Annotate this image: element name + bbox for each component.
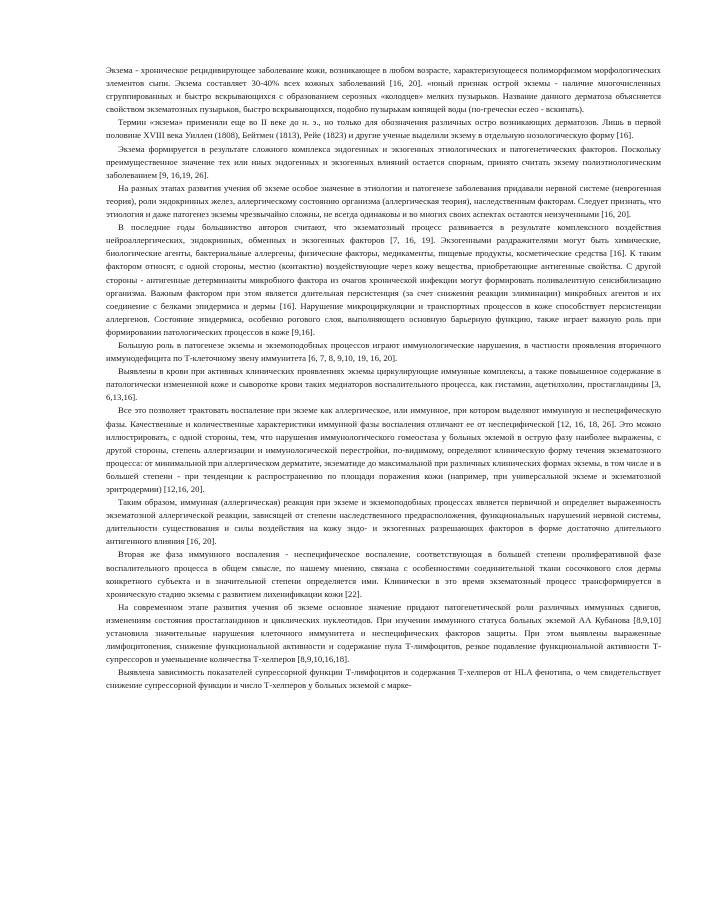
document-page <box>106 64 661 693</box>
paragraph-theories: На разных этапах развития учения об экземе особое значение в этиологии и патогенезе заболевания придавали нервной системе (неврогенная теория), роли эндокринных желез, аллергическому состоянию организма (аллергическая теория), наследственным факторам. Следует признать, что этиология и даже патогенез экземы чрезвычайно сложны, не всегда одинаковы и во многих своих аспектах остаются неизученными [16, 20]. <box>106 182 661 220</box>
paragraph-complex-impact: В последние годы большинство авторов считают, что экзематозный процесс развивается в результате комплексного воздействия нейроаллергических, эндокринных, обменных и экзогенных факторов [7, 16, 19]. Экзогенными раздражителями могут быть химические, биологические агенты, бактериальные аллергены, физические факторы, медикаменты, пищевые продукты, косметические средства [16]. К таким фактором относят, с одной стороны, местно (контактно) воздействующие через кожу вещества, приобретающие антигенные свойства. С другой стороны - антигенные детерминанты микробного фактора из очагов хронической инфекции могут формировать поливалентную сенсибилизацию организма. Важным фактором при этом является длительная персистенция (за счет снижения реакции элиминации) микробных агентов и их соединение с белками эпидермиса и дермы [16]. Нарушение микроциркуляции и транспортных процессов в коже способствует персистенции аллергенов. Состояние эпидермиса, особенно рогового слоя, выполняющего основную барьерную функцию, также играет важную роль при формировании патологических процессов в коже [9,16]. <box>106 222 661 337</box>
paragraph-allergic-inflammation: Все это позволяет трактовать воспаление при экземе как аллергическое, или иммунное, при котором выделяют иммунную и неспецифическую фазы. Качественные и количественные характеристики иммунной фазы воспаления отличают ее от неспецифической [12, 16, 18, 26]. Это можно иллюстрировать, с одной стороны, тем, что нарушения иммунологического гомеостаза у больных экземой в острую фазу наиболее выражены, с другой стороны, степень аллергизации и иммунологической перестройки, по-видимому, определяют клиническую форму течения экзематозного процесса: от минимальной при аллергическом дерматите, экзематиде до максимальной при различных клинических формах экземы, в том числе и в большей степени - при тенденции к распространению по площади поражения кожи (например, при универсальной экземе и экзематозной эритродермии) [12,16, 20]. <box>106 405 661 494</box>
paragraph-immune-reaction: Таким образом, иммунная (аллергическая) реакция при экземе и экземоподобных процессах является первичной и определяет выраженность экзематозной аллергической реакции, зависящей от степени наследственного предрасположения, функциональных нарушений нервной системы, длительности существования и силы воздействия на кожу эндо- и экзогенных разрешающих факторов в форме достаточно длительного антигенного влияния [16, 20]. <box>106 497 661 547</box>
paragraph-history: Термин «экзема» применяли еще во II веке до н. э., но только для обозначения различных остро возникающих дерматозов. Лишь в первой половине XVIII века Уиллен (1808), Бейтмен (1813), Рейе (1823) и другие ученые выделили экзему в отдельную нозологическую форму [16]. <box>106 117 661 141</box>
paragraph-modern-stage: На современном этапе развития учения об экземе основное значение придают патогенетической роли различных иммунных сдвигов, изменениям состояния простагландинов и циклических нуклеотидов. При изучении иммунного статуса больных экземой АА Кубанова [8,9,10] установила значительные нарушения клеточного иммунитета и неспецифических факторов защиты. При этом выявлены выраженные лимфоцитопения, снижение функциональной активности и содержание пула Т-лимфоцитов, резкое подавление функциональной активности Т-супрессоров и уменьшение количества Т-хелперов [8,9,10,16,18]. <box>106 601 661 665</box>
paragraph-immune-complexes: Выявлены в крови при активных клинических проявлениях экземы циркулирующие иммунные комплексы, а также повышенное содержание в патологически измененной коже и сыворотке крови таких медиаторов воспалительного процесса, как гистамин, ацетилхолин, простагландины [3, 6,13,16]. <box>106 366 661 403</box>
paragraph-definition: Экзема - хроническое рецидивирующее заболевание кожи, возникающее в любом возрасте, характеризующееся полиморфизмом морфологических элементов сыпи. Экзема составляет 30-40% всех кожных заболеваний [16, 20]. «юный признак острой экземы - наличие многочисленных сгруппированных и быстро вскрывающихся с образованием серозных «колодцев» мелких пузырьков. Название данного дерматоза объясняется свойством экзематозных пузырьков, быстро вскрывающихся, подобно пузырькам кипящей воды (по-гречески eczeo - вскипать). <box>106 65 661 115</box>
paragraph-second-phase: Вторая же фаза иммунного воспаления - неспецифическое воспаление, соответствующая в большей степени пролиферативной фазе воспалительного процесса в общем смысле, по нашему мнению, связана с особенностями соединительной ткани сосочкового слоя дермы конкретного субъекта и в значительной степени определяется ими. Клинически в это время экзематозный процесс трансформируется в хроническую стадию экземы с развитием лихенификации кожи [22]. <box>106 549 661 599</box>
paragraph-immunology: Большую роль в патогенезе экземы и экземоподобных процессов играют иммунологические нарушения, в частности проявления вторичного иммунодефицита по Т-клеточному звену иммунитета [6, 7, 8, 9,10, 19, 16, 20]. <box>106 339 661 364</box>
paragraph-factors: Экзема формируется в результате сложного комплекса эндогенных и экзогенных этиологических и патогенетических факторов. Поскольку преимущественное значение тех или иных эндогенных и экзогенных влияний остается спорным, принято считать экзему полиэтиологическим заболеванием [9, 16,19, 26]. <box>106 143 661 180</box>
paragraph-hla-dependence: Выявлена зависимость показателей супрессорной функции Т-лимфоцитов и содержания Т-хелперов от HLA фенотипа, о чем свидетельствует снижение супрессорной функции и число Т-хелперов у больных экземой с марке- <box>106 667 661 691</box>
